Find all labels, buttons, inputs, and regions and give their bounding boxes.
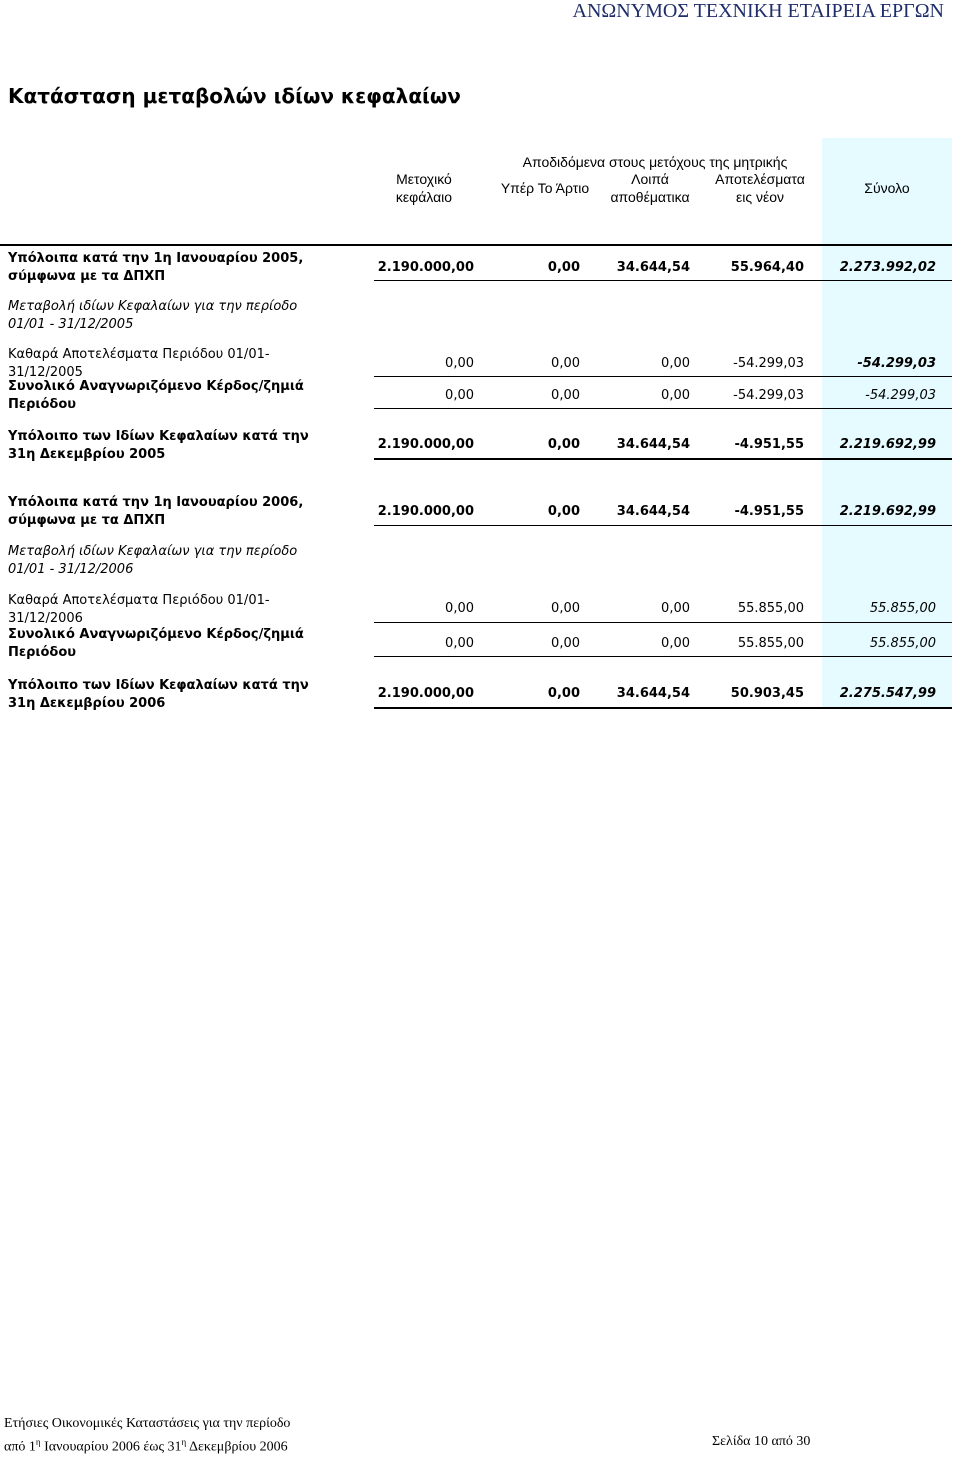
col-header-group-title: Αποδιδόμενα στους μετόχους της μητρικής	[522, 154, 788, 170]
row-rule	[374, 707, 952, 709]
col-header-share-capital: Μετοχικό κεφάλαιο	[395, 171, 453, 205]
row-label-change-2005: Μεταβολή ιδίων Κεφαλαίων για την περίοδο 01/01 - 31/12/2005	[8, 299, 298, 332]
row-rule	[374, 280, 952, 281]
cell-share-capital: 2.190.000,00	[377, 437, 474, 452]
cell-share-premium: 0,00	[551, 636, 580, 651]
cell-retained: 50.903,45	[730, 686, 804, 701]
cell-share-premium: 0,00	[547, 686, 580, 701]
cell-retained: -4.951,55	[734, 504, 804, 519]
row-rule	[374, 525, 952, 526]
row-label-opening-2006: Υπόλοιπα κατά την 1η Ιανουαρίου 2006, σύμφωνα με τα ΔΠΧΠ	[8, 495, 304, 528]
cell-total: 55.855,00	[869, 636, 936, 651]
row-rule	[374, 376, 952, 377]
cell-retained: 55.855,00	[737, 636, 804, 651]
row-rule	[374, 408, 952, 409]
col-header-share-premium: Υπέρ Το Άρτιο	[500, 180, 590, 196]
row-label-opening-2005: Υπόλοιπα κατά την 1η Ιανουαρίου 2005, σύμφωνα με τα ΔΠΧΠ	[8, 251, 304, 284]
col-header-retained: Αποτελέσματα εις νέον	[715, 171, 805, 205]
row-rule	[374, 458, 952, 460]
cell-share-capital: 0,00	[445, 601, 474, 616]
cell-other-reserves: 0,00	[661, 636, 690, 651]
cell-retained: -54.299,03	[733, 388, 804, 403]
cell-total: 2.219.692,99	[839, 504, 936, 519]
cell-share-capital: 0,00	[445, 356, 474, 371]
row-label-closing-2006: Υπόλοιπο των Ιδίων Κεφαλαίων κατά την 31η Δεκεμβρίου 2006	[8, 678, 309, 711]
cell-share-capital: 0,00	[445, 388, 474, 403]
cell-other-reserves: 0,00	[661, 356, 690, 371]
cell-share-premium: 0,00	[551, 356, 580, 371]
cell-total: 2.219.692,99	[839, 437, 936, 452]
row-rule	[374, 622, 952, 623]
cell-total: -54.299,03	[865, 388, 936, 403]
row-label-change-2006: Μεταβολή ιδίων Κεφαλαίων για την περίοδο 01/01 - 31/12/2006	[8, 544, 298, 577]
row-rule	[374, 656, 952, 657]
row-label-closing-2005: Υπόλοιπο των Ιδίων Κεφαλαίων κατά την 31η Δεκεμβρίου 2005	[8, 429, 309, 462]
cell-retained: -54.299,03	[733, 356, 804, 371]
cell-other-reserves: 0,00	[661, 601, 690, 616]
cell-share-capital: 0,00	[445, 636, 474, 651]
cell-share-premium: 0,00	[547, 504, 580, 519]
cell-share-capital: 2.190.000,00	[377, 686, 474, 701]
col-header-other-reserves: Λοιπά αποθέματικα	[610, 171, 690, 205]
cell-retained: 55.964,40	[730, 260, 804, 275]
cell-other-reserves: 34.644,54	[616, 260, 690, 275]
header-rule	[0, 244, 952, 246]
footer-line1: Ετήσιες Οικονομικές Καταστάσεις για την περίοδο	[4, 1416, 291, 1431]
footer-period: από $1^\eta$ Ιανουαρίου 2006 έως $31^\eta$ Δεκεμβρίου 2006	[4, 1437, 288, 1455]
cell-retained: 55.855,00	[737, 601, 804, 616]
cell-total: 2.275.547,99	[839, 686, 936, 701]
cell-total: -54.299,03	[857, 356, 936, 371]
page-number: Σελίδα 10 από 30	[712, 1434, 811, 1449]
cell-other-reserves: 34.644,54	[616, 504, 690, 519]
col-header-total: Σύνολο	[864, 180, 910, 196]
cell-share-premium: 0,00	[547, 260, 580, 275]
cell-other-reserves: 0,00	[661, 388, 690, 403]
row-label-net-result-2005: Καθαρά Αποτελέσματα Περιόδου 01/01- 31/12/2005	[8, 347, 270, 380]
cell-total: 55.855,00	[869, 601, 936, 616]
cell-share-premium: 0,00	[547, 437, 580, 452]
row-label-net-result-2006: Καθαρά Αποτελέσματα Περιόδου 01/01- 31/12/2006	[8, 593, 270, 626]
statement-title: Κατάσταση μεταβολών ιδίων κεφαλαίων	[8, 84, 461, 108]
row-label-total-recognised-2006: Συνολικό Αναγνωριζόμενο Κέρδος/ζημιά Περιόδου	[8, 627, 304, 660]
row-label-total-recognised-2005: Συνολικό Αναγνωριζόμενο Κέρδος/ζημιά Περιόδου	[8, 379, 304, 412]
cell-total: 2.273.992,02	[839, 260, 936, 275]
cell-other-reserves: 34.644,54	[616, 437, 690, 452]
cell-share-capital: 2.190.000,00	[377, 260, 474, 275]
cell-share-premium: 0,00	[551, 601, 580, 616]
cell-share-premium: 0,00	[551, 388, 580, 403]
cell-retained: -4.951,55	[734, 437, 804, 452]
cell-other-reserves: 34.644,54	[616, 686, 690, 701]
cell-share-capital: 2.190.000,00	[377, 504, 474, 519]
